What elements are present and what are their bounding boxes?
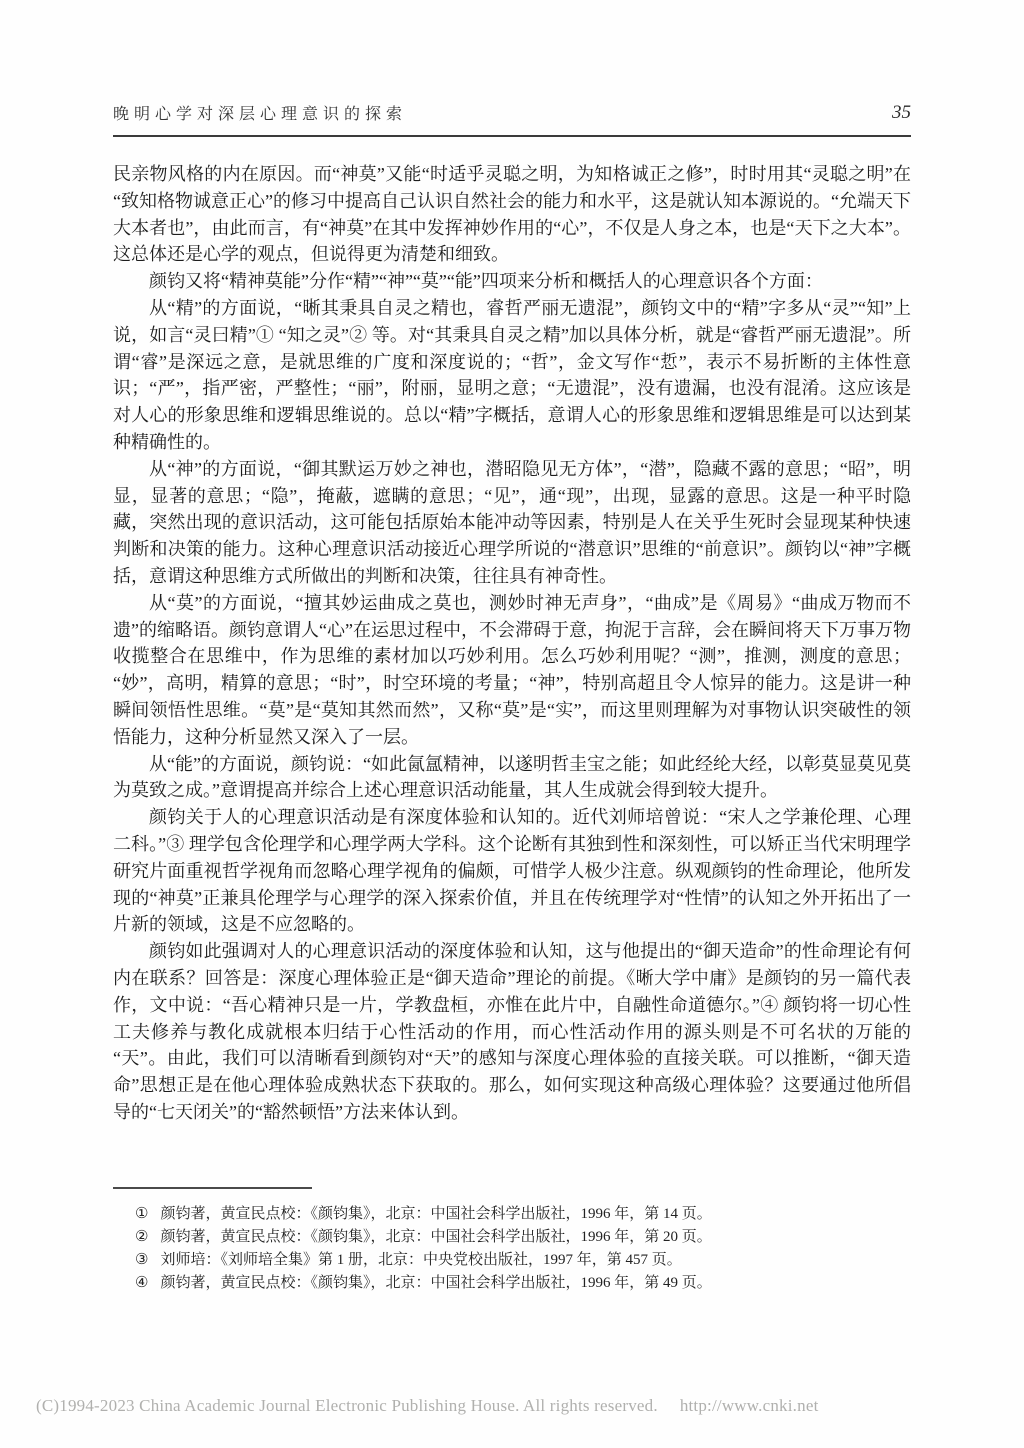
paragraph: 从“神”的方面说，“御其默运万妙之神也，潜昭隐见无方体”，“潜”，隐藏不露的意思；“昭”，明显，显著的意思；“隐”，掩蔽，遮瞒的意思；“见”，通“现”，出现，显露的意思。这是一种平时隐藏，突然出现的意识活动，这可能包括原始本能冲动等因素，特别是人在关乎生死时会显现某种快速判断和决策的能力。这种心理意识活动接近心理学所说的“潜意识”思维的“前意识”。颜钧以“神”字概括，意谓这种思维方式所做出的判断和决策，往往具有神奇性。 xyxy=(113,458,911,586)
article-body xyxy=(113,161,911,1126)
paragraph: 颜钧如此强调对人的心理意识活动的深度体验和认知，这与他提出的“御天造命”的性命理论有何内在联系？回答是：深度心理体验正是“御天造命”理论的前提。《晰大学中庸》是颜钧的另一篇代表作，文中说：“吾心精神只是一片，学教盘桓，亦惟在此片中，自融性命道德尔。”④ 颜钧将一切心性工夫修养与教化成就根本归结于心性活动的作用，而心性活动作用的源头则是不可名状的万能的“天”。由此，我们可以清晰看到颜钧对“天”的感知与深度心理体验的直接关联。可以推断，“御天造命”思想正是在他心理体验成熟状态下获取的。那么，如何实现这种高级心理体验？这要通过他所倡导的“七天闭关”的“豁然顿悟”方法来体认到。 xyxy=(113,941,911,1122)
footnote-text: 颜钧著，黄宣民点校：《颜钧集》，北京：中国社会科学出版社，1996 年，第 14 页。 xyxy=(160,1206,712,1222)
paragraph: 从“精”的方面说，“晰其秉具自灵之精也，睿哲严丽无遗混”，颜钧文中的“精”字多从“灵”“知”上说，如言“灵曰精”① “知之灵”② 等。对“其秉具自灵之精”加以具体分析，就是“睿哲严丽无遗混”。所谓“睿”是深远之意，是就思维的广度和深度说的；“哲”，金文写作“悊”，表示不易折断的主体性意识；“严”，指严密，严整性；“丽”，附丽，显明之意；“无遗混”，没有遗漏，也没有混淆。这应该是对人心的形象思维和逻辑思维说的。总以“精”字概括，意谓人心的形象思维和逻辑思维是可以达到某种精确性的。 xyxy=(113,297,911,452)
footnote-item xyxy=(135,1226,911,1249)
footnote-marker: ④ xyxy=(135,1275,149,1291)
paragraph: 从“能”的方面说，颜钧说：“如此氤氲精神，以遂明哲圭宝之能；如此经纶大经，以彰莫显莫见莫为莫致之成。”意谓提高并综合上述心理意识活动能量，其人生成就会得到较大提升。 xyxy=(113,753,911,801)
cnki-url: http://www.cnki.net xyxy=(679,1396,819,1415)
cnki-watermark xyxy=(36,1396,996,1416)
footnote-item xyxy=(135,1249,911,1272)
footnote-item xyxy=(135,1203,911,1226)
footnote-text: 颜钧著，黄宣民点校：《颜钧集》，北京：中国社会科学出版社，1996 年，第 49 页。 xyxy=(160,1275,712,1291)
running-head xyxy=(113,101,911,137)
footnote-text: 颜钧著，黄宣民点校：《颜钧集》，北京：中国社会科学出版社，1996 年，第 20 页。 xyxy=(160,1229,712,1245)
footnotes xyxy=(135,1203,911,1295)
footnote-marker: ③ xyxy=(135,1252,149,1268)
paragraph: 颜钧又将“精神莫能”分作“精”“神”“莫”“能”四项来分析和概括人的心理意识各个方面： xyxy=(149,271,823,292)
paragraph: 颜钧关于人的心理意识活动是有深度体验和认知的。近代刘师培曾说：“宋人之学兼伦理、心理二科。”③ 理学包含伦理学和心理学两大学科。这个论断有其独到性和深刻性，可以矫正当代宋明理学研究片面重视哲学视角而忽略心理学视角的偏颇，可惜学人极少注意。纵观颜钧的性命理论，他所发现的“神莫”正兼具伦理学与心理学的深入探索价值，并且在传统理学对“性情”的认知之外开拓出了一片新的领域，这是不应忽略的。 xyxy=(113,807,911,935)
running-title: 晚明心学对深层心理意识的探索 xyxy=(113,106,408,123)
paragraph: 从“莫”的方面说，“擅其妙运曲成之莫也，测妙时神无声身”，“曲成”是《周易》“曲成万物而不遗”的缩略语。颜钧意谓人“心”在运思过程中，不会滞碍于意，拘泥于言辞，会在瞬间将天下万事万物收揽整合在思维中，作为思维的素材加以巧妙利用。怎么巧妙利用呢？“测”，推测，测度的意思；“妙”，高明，精算的意思；“时”，时空环境的考量；“神”，特别高超且令人惊异的能力。这是讲一种瞬间领悟性思维。“莫”是“莫知其然而然”，又称“莫”是“实”，而这里则理解为对事物认识突破性的领悟能力，这种分析显然又深入了一层。 xyxy=(113,592,911,747)
footnote-marker: ① xyxy=(135,1206,149,1222)
footnote-marker: ② xyxy=(135,1229,149,1245)
copyright-text: (C)1994-2023 China Academic Journal Electronic Publishing House. All rights reserved. xyxy=(36,1396,658,1415)
footnote-text: 刘师培：《刘师培全集》第 1 册，北京：中央党校出版社，1997 年，第 457 页。 xyxy=(160,1252,682,1268)
footnote-item xyxy=(135,1272,911,1295)
page-number: 35 xyxy=(892,102,911,123)
paragraph: 民亲物风格的内在原因。而“神莫”又能“时适乎灵聪之明，为知格诚正之修”，时时用其“灵聪之明”在“致知格物诚意正心”的修习中提高自己认识自然社会的能力和水平，这是就认知本源说的。“允端天下大本者也”，由此而言，有“神莫”在其中发挥神妙作用的“心”，不仅是人身之本，也是“天下之大本”。这总体还是心学的观点，但说得更为清楚和细致。 xyxy=(113,164,911,265)
footnote-separator-rule xyxy=(113,1187,312,1189)
